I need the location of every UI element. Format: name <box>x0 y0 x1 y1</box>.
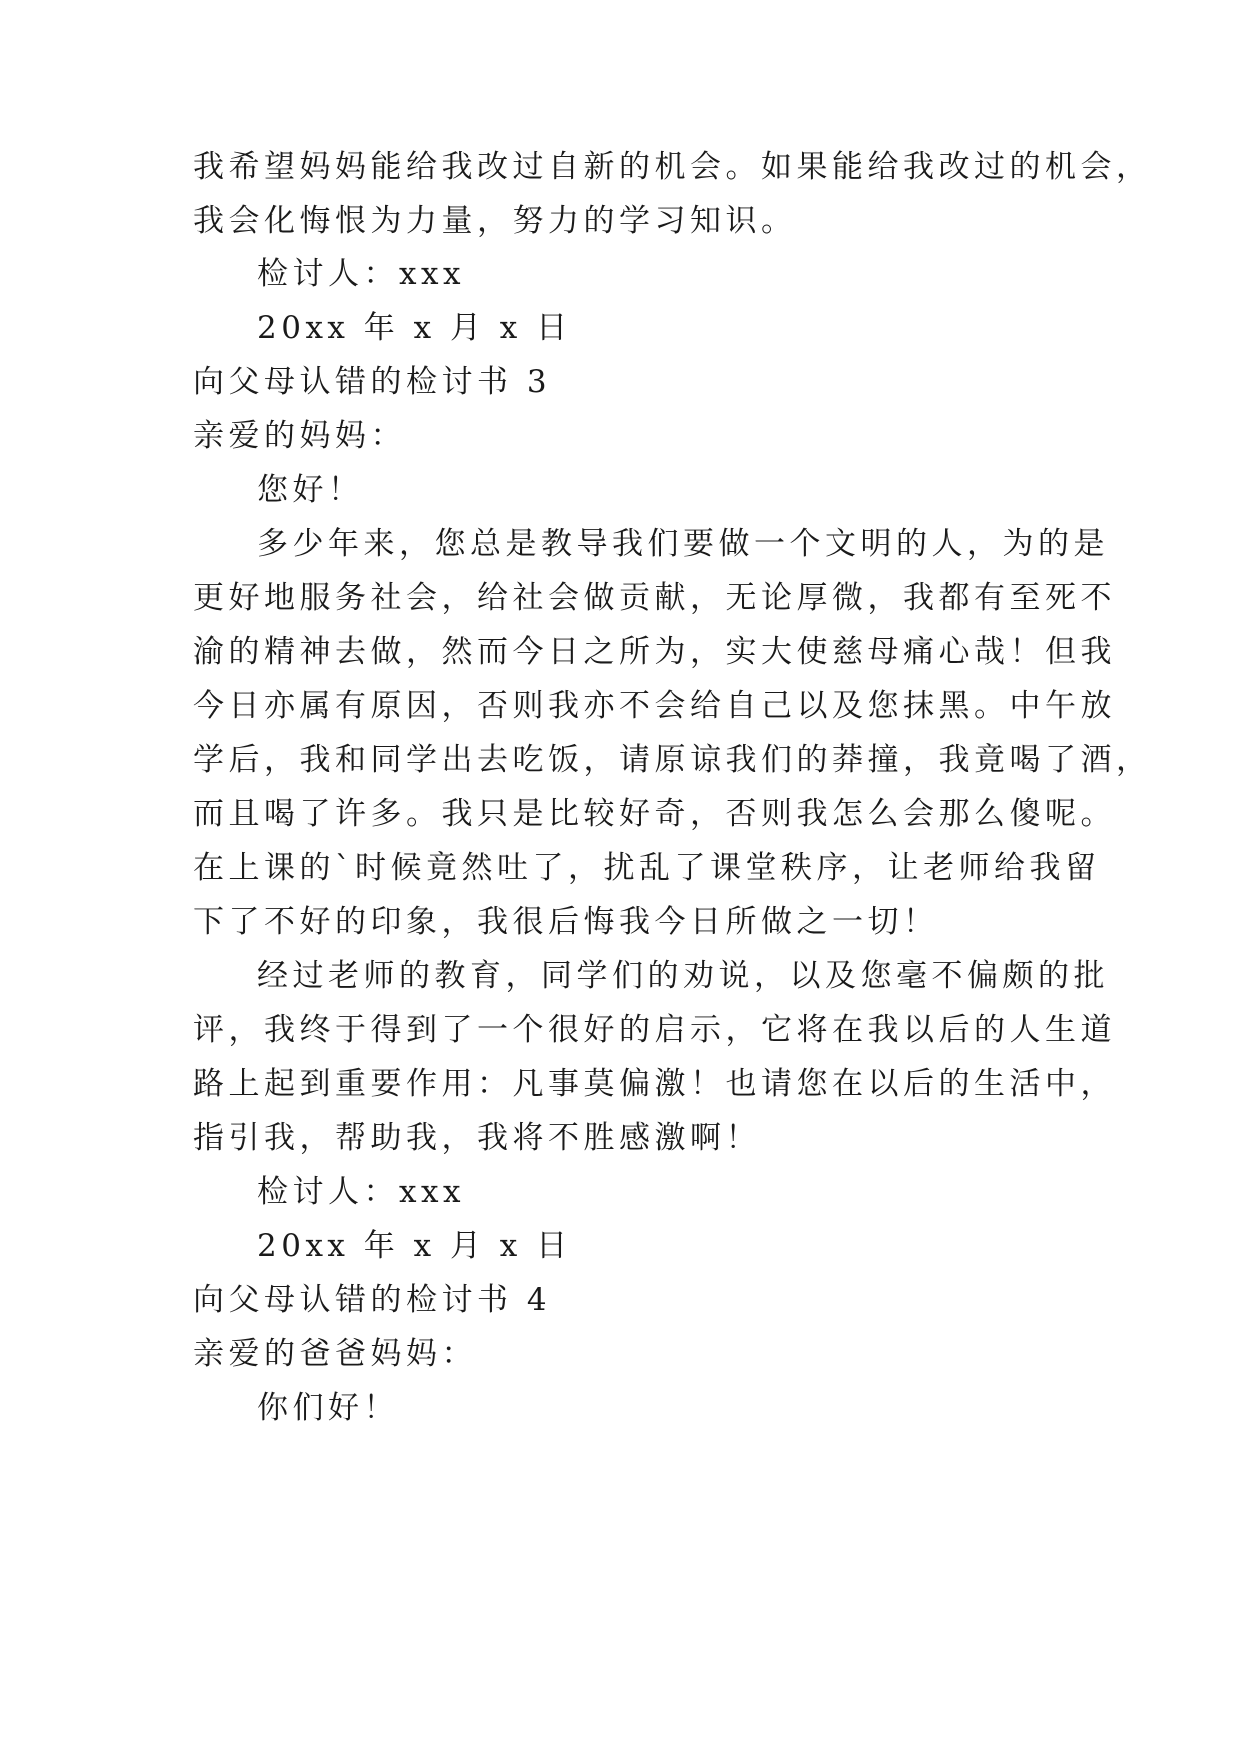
paragraph-line: 经过老师的教育，同学们的劝说，以及您毫不偏颇的批 <box>257 958 1109 994</box>
body-line-2: 我会化悔恨为力量，努力的学习知识。 <box>193 203 797 239</box>
paragraph-line: 渝的精神去做，然而今日之所为，实大使慈母痛心哉！但我 <box>193 634 1116 670</box>
section-title-4: 向父母认错的检讨书 4 <box>193 1282 552 1318</box>
greeting: 你们好！ <box>257 1390 399 1426</box>
salutation: 亲爱的爸爸妈妈： <box>193 1336 477 1372</box>
paragraph-line: 而且喝了许多。我只是比较好奇，否则我怎么会那么傻呢。 <box>193 796 1116 832</box>
body-line-1: 我希望妈妈能给我改过自新的机会。如果能给我改过的机会， <box>193 149 1152 185</box>
paragraph-line: 下了不好的印象，我很后悔我今日所做之一切！ <box>193 904 939 940</box>
paragraph-line: 更好地服务社会，给社会做贡献，无论厚微，我都有至死不 <box>193 580 1116 616</box>
paragraph-line: 今日亦属有原因，否则我亦不会给自己以及您抹黑。中午放 <box>193 688 1116 724</box>
paragraph-line: 指引我，帮助我，我将不胜感激啊！ <box>193 1120 761 1156</box>
salutation: 亲爱的妈妈： <box>193 418 406 454</box>
section-title-3: 向父母认错的检讨书 3 <box>193 364 552 400</box>
paragraph-line: 学后，我和同学出去吃饭，请原谅我们的莽撞，我竟喝了酒， <box>193 742 1152 778</box>
paragraph-line: 在上课的`时候竟然吐了，扰乱了课堂秩序，让老师给我留 <box>193 850 1101 886</box>
greeting: 您好！ <box>257 472 364 508</box>
paragraph-line: 路上起到重要作用：凡事莫偏激！也请您在以后的生活中， <box>193 1066 1116 1102</box>
paragraph-line: 评，我终于得到了一个很好的启示，它将在我以后的人生道 <box>193 1012 1116 1048</box>
signature-date: 20xx 年 x 月 x 日 <box>257 310 572 346</box>
signature-name: 检讨人：xxx <box>257 1174 465 1210</box>
signature-name: 检讨人：xxx <box>257 256 465 292</box>
paragraph-line: 多少年来，您总是教导我们要做一个文明的人，为的是 <box>257 526 1109 562</box>
signature-date: 20xx 年 x 月 x 日 <box>257 1228 572 1264</box>
